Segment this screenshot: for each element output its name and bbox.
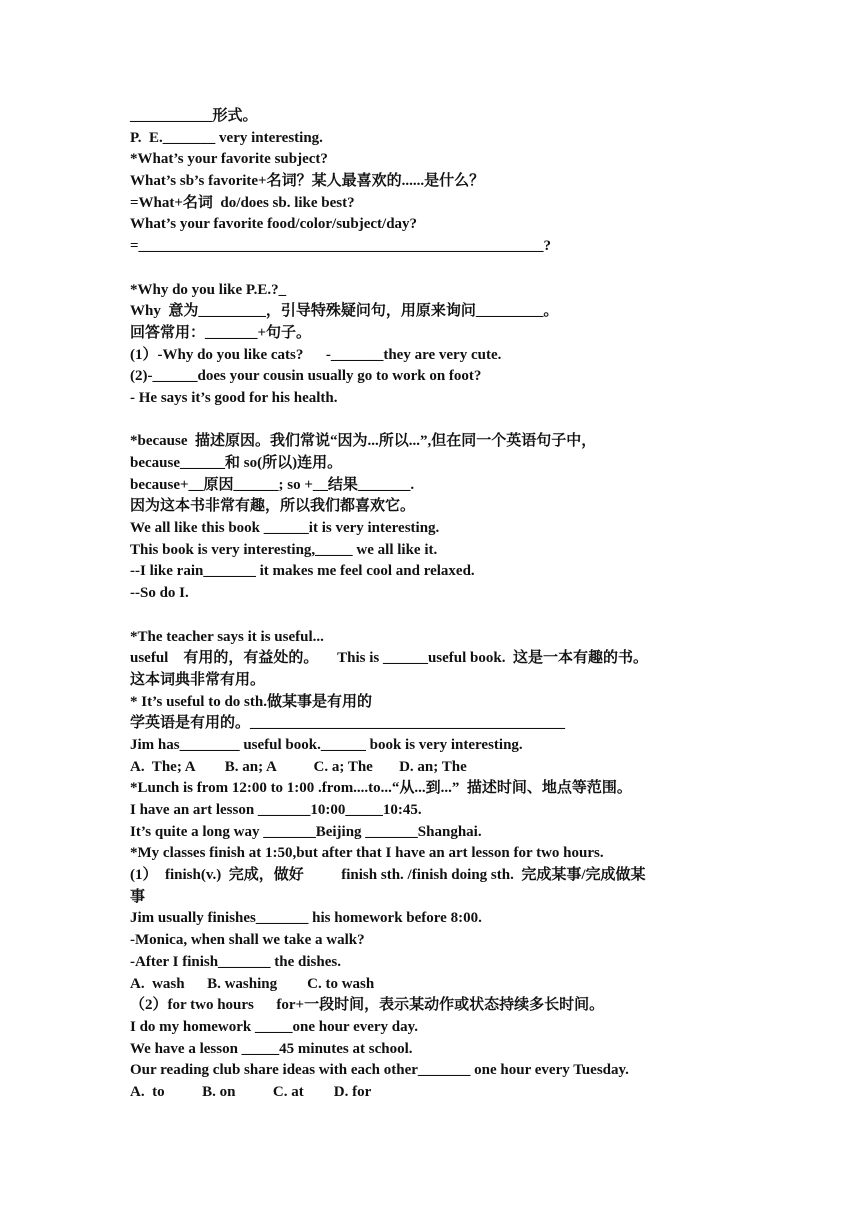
text-line: (1）-Why do you like cats? -_______they are very cute. bbox=[130, 346, 502, 363]
text-line: - He says it’s good for his health. bbox=[130, 389, 338, 406]
text-line: A. wash B. washing C. to wash bbox=[130, 975, 375, 992]
text-line: What’s sb’s favorite+名词？某人最喜欢的......是什么？ bbox=[130, 173, 485, 190]
text-line: A. The; A B. an; A C. a; The D. an; The bbox=[130, 758, 467, 775]
text-line: * It’s useful to do sth.做某事是有用的 bbox=[130, 693, 372, 710]
text-line: (2)-______does your cousin usually go to work on foot? bbox=[130, 368, 482, 385]
text-line: It’s quite a long way _______Beijing _______Shanghai. bbox=[130, 823, 482, 840]
text-line: -After I finish_______ the dishes. bbox=[130, 953, 341, 970]
text-line: 回答常用：_______+句子。 bbox=[130, 324, 312, 341]
text-line: This book is very interesting,_____ we all like it. bbox=[130, 541, 438, 558]
text-line: Jim usually finishes_______ his homework before 8:00. bbox=[130, 910, 482, 927]
text-line: ___________形式。 bbox=[130, 108, 258, 124]
text-line: Jim has________ useful book.______ book is very interesting. bbox=[130, 736, 523, 753]
blank-line bbox=[130, 258, 740, 280]
text-line: I have an art lesson _______10:00_____10:45. bbox=[130, 802, 422, 818]
text-line: *My classes finish at 1:50,but after that I have an art lesson for two hours. bbox=[130, 845, 604, 862]
text-line: *Why do you like P.E.?_ bbox=[130, 281, 287, 298]
text-line: *The teacher says it is useful... bbox=[130, 628, 324, 645]
text-line: P. E._______ very interesting. bbox=[130, 129, 323, 146]
blank-line bbox=[130, 605, 740, 627]
text-line: because+__原因______; so +__结果_______. bbox=[130, 476, 415, 493]
text-line: because______和 so(所以)连用。 bbox=[130, 455, 343, 471]
text-line: I do my homework _____one hour every day. bbox=[130, 1018, 419, 1035]
text-line: A. to B. on C. at D. for bbox=[130, 1083, 372, 1100]
text-line: (1） finish(v.) 完成，做好 finish sth. /finish doing sth. 完成某事/完成做某 bbox=[130, 867, 646, 884]
text-line: *Lunch is from 12:00 to 1:00 .from....to...“从...到...” 描述时间、地点等范围。 bbox=[130, 780, 632, 797]
text-line: *because 描述原因。我们常说“因为...所以...”,但在同一个英语句子中， bbox=[130, 433, 597, 450]
text-line: --I like rain_______ it makes me feel cool and relaxed. bbox=[130, 563, 475, 580]
text-line: 这本词典非常有用。 bbox=[130, 671, 266, 688]
text-line: Why 意为_________，引导特殊疑问句，用原来询问_________。 bbox=[130, 303, 559, 320]
text-line: =______________________________________________________? bbox=[130, 238, 552, 255]
text-line: *What’s your favorite subject? bbox=[130, 151, 328, 168]
text-line: -Monica, when shall we take a walk? bbox=[130, 932, 365, 949]
text-line: （2）for two hours for+一段时间，表示某动作或状态持续多长时间。 bbox=[130, 997, 605, 1014]
document-body bbox=[130, 106, 740, 1104]
text-line: 因为这本书非常有趣，所以我们都喜欢它。 bbox=[130, 498, 416, 515]
text-line: We all like this book ______it is very interesting. bbox=[130, 520, 440, 537]
text-line: 事 bbox=[130, 888, 146, 905]
text-line: We have a lesson _____45 minutes at school. bbox=[130, 1040, 413, 1057]
text-line: =What+名词 do/does sb. like best? bbox=[130, 194, 355, 211]
text-line: Our reading club share ideas with each other_______ one hour every Tuesday. bbox=[130, 1062, 629, 1079]
text-line: useful 有用的，有益处的。 This is ______useful book. 这是一本有趣的书。 bbox=[130, 650, 648, 667]
text-line: --So do I. bbox=[130, 585, 189, 602]
text-line: 学英语是有用的。__________________________________________ bbox=[130, 715, 566, 732]
blank-line bbox=[130, 410, 740, 432]
text-line: What’s your favorite food/color/subject/day? bbox=[130, 216, 418, 233]
